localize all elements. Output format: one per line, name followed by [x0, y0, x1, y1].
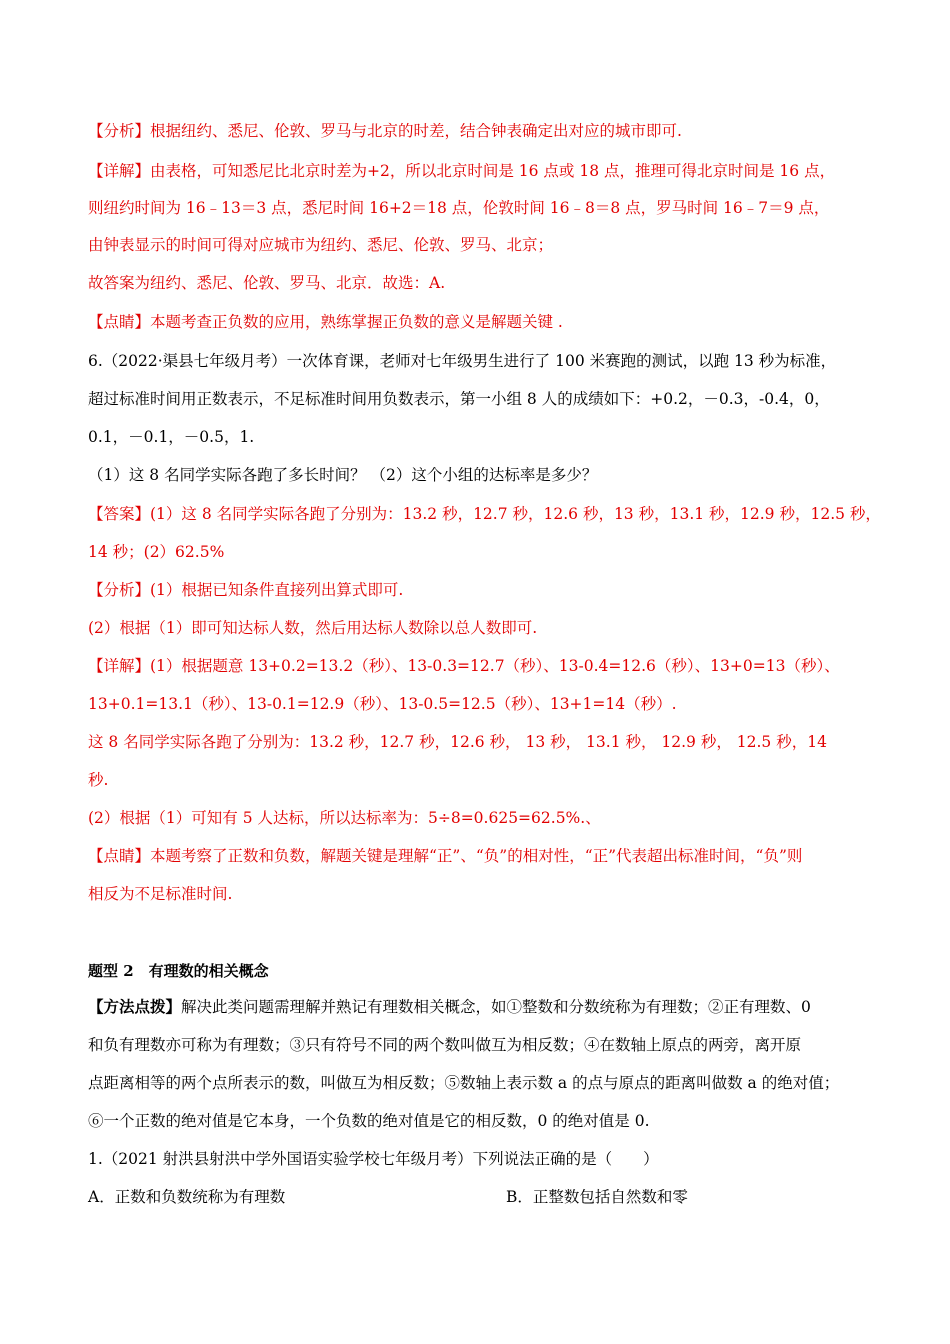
- detail-6-line: 【详解】(1）根据题意 13+0.2=13.2（秒）、13-0.3=12.7（秒）、13-0.4=12.6（秒）、13+0=13（秒）、: [88, 657, 840, 675]
- detail-5-line: 则纽约时间为 16﹣13＝3 点，悉尼时间 16+2＝18 点，伦敦时间 16﹣8＝8 点，罗马时间 16﹣7＝9 点，: [88, 199, 830, 217]
- answer-6-line: 【答案】(1）这 8 名同学实际各跑了分别为：13.2 秒，12.7 秒，12.6 秒，13 秒，13.1 秒，12.9 秒，12.5 秒，: [88, 505, 881, 523]
- method-line: 点距离相等的两个点所表示的数，叫做互为相反数；⑤数轴上表示数 a 的点与原点的距离叫做数 a 的绝对值；: [88, 1074, 840, 1092]
- question-6-line: 0.1，－0.1，－0.5，1.: [88, 428, 255, 446]
- method-line: [88, 996, 888, 1018]
- comment-5: 【点睛】本题考查正负数的应用，熟练掌握正负数的意义是解题关键 .: [88, 313, 563, 331]
- question-6-line: 超过标准时间用正数表示，不足标准时间用负数表示，第一小组 8 人的成绩如下：+0.2，－0.3，-0.4，0，: [88, 390, 830, 408]
- question-6-subquestions: （1）这 8 名同学实际各跑了多长时间？ （2）这个小组的达标率是多少？: [88, 466, 598, 484]
- analysis-5: 【分析】根据纽约、悉尼、伦敦、罗马与北京的时差，结合钟表确定出对应的城市即可.: [88, 122, 682, 140]
- detail-5-line: 【详解】由表格，可知悉尼比北京时差为+2，所以北京时间是 16 点或 18 点，推理可得北京时间是 16 点，: [88, 162, 836, 180]
- question-1-options: [88, 1186, 888, 1208]
- detail-6-line: 13+0.1=13.1（秒）、13-0.1=12.9（秒）、13-0.5=12.5（秒）、13+1=14（秒）.: [88, 695, 677, 713]
- comment-6-line: 相反为不足标准时间.: [88, 885, 233, 903]
- detail-6-line: 这 8 名同学实际各跑了分别为：13.2 秒，12.7 秒，12.6 秒， 13 秒， 13.1 秒， 12.9 秒， 12.5 秒，14: [88, 733, 827, 751]
- answer-6-line: 14 秒；(2）62.5%: [88, 543, 225, 561]
- detail-5-line: 由钟表显示的时间可得对应城市为纽约、悉尼、伦敦、罗马、北京；: [88, 236, 554, 254]
- option-b: B．正整数包括自然数和零: [506, 1188, 688, 1206]
- method-label: 【方法点拨】: [88, 997, 182, 1016]
- method-line: ⑥一个正数的绝对值是它本身，一个负数的绝对值是它的相反数，0 的绝对值是 0.: [88, 1112, 650, 1130]
- comment-6-line: 【点睛】本题考察了正数和负数，解题关键是理解“正”、“负”的相对性，“正”代表超出标准时间，“负”则: [88, 847, 803, 865]
- question-1: 1.（2021 射洪县射洪中学外国语实验学校七年级月考）下列说法正确的是（ ）: [88, 1150, 659, 1168]
- detail-6-line: (2）根据（1）可知有 5 人达标，所以达标率为：5÷8=0.625=62.5%.、: [88, 809, 601, 827]
- option-a: A．正数和负数统称为有理数: [88, 1188, 286, 1206]
- detail-5-line: 故答案为纽约、悉尼、伦敦、罗马、北京．故选：A.: [88, 274, 446, 292]
- method-text: 解决此类问题需理解并熟记有理数相关概念，如①整数和分数统称为有理数；②正有理数、0: [181, 998, 811, 1016]
- section-title: 题型 2 有理数的相关概念: [88, 962, 269, 980]
- question-6-line: 6.（2022·渠县七年级月考）一次体育课，老师对七年级男生进行了 100 米赛跑的测试，以跑 13 秒为标准，: [88, 352, 837, 370]
- analysis-6-line: (2）根据（1）即可知达标人数，然后用达标人数除以总人数即可.: [88, 619, 538, 637]
- method-line: 和负有理数亦可称为有理数；③只有符号不同的两个数叫做互为相反数；④在数轴上原点的两旁，离开原: [88, 1036, 802, 1054]
- analysis-6-line: 【分析】(1）根据已知条件直接列出算式即可.: [88, 581, 404, 599]
- detail-6-line: 秒.: [88, 771, 109, 789]
